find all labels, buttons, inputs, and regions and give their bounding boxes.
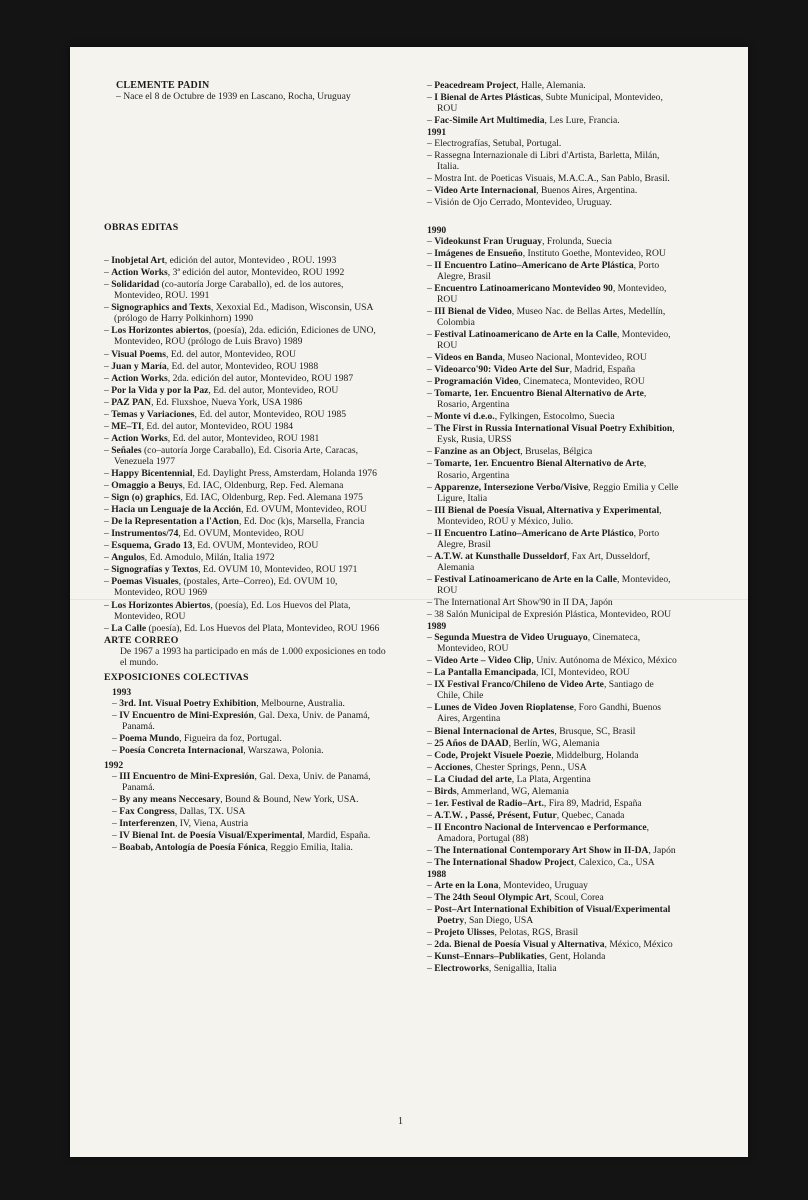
list-item-title: PAZ PAN — [111, 396, 152, 408]
page-number: 1 — [398, 1116, 403, 1127]
list-item-detail: (co–autoría Jorge Caraballo), Ed. Cisoria Arte, Caracas, Venezuela 1977 — [114, 444, 359, 467]
list-item-title: Lunes de Video Joven Rioplatense — [434, 702, 574, 714]
list-item: – Apparenze, Intersezione Verbo/Visive, Reggio Emilia y Celle Ligure, Italia — [427, 481, 679, 504]
list-item: – III Bienal de Video, Museo Nac. de Bellas Artes, Medellín, Colombia — [427, 305, 666, 328]
list-item-title: Birds — [434, 785, 457, 797]
list-item: – Monte vi d.e.o., Fylkingen, Estocolmo, Suecia — [427, 411, 615, 423]
list-item-title: 1er. Festival de Radio–Art. — [434, 797, 544, 809]
list-item-title: Festival Latinoamericano de Arte en la Calle — [434, 328, 617, 340]
list-item-title: Omaggio a Beuys — [111, 480, 183, 492]
list-item-detail: , Buenos Aires, Argentina. — [536, 185, 638, 197]
list-item: – 3rd. Int. Visual Poetry Exhibition, Melbourne, Australia. — [112, 697, 345, 709]
list-item-title: 3rd. Int. Visual Poetry Exhibition — [119, 697, 257, 709]
list-item-detail: , Montevideo, ROU — [437, 282, 667, 305]
list-item: – Fac-Simile Art Multimedia, Les Lure, Francia. — [427, 115, 620, 127]
list-item-detail: , Pelotas, RGS, Brasil — [494, 927, 579, 939]
list-item-detail: , Madrid, España — [569, 364, 636, 376]
list-item-detail: , Ed. del autor, Montevideo, ROU — [208, 384, 339, 396]
list-item: – Bienal Internacional de Artes, Brusque, SC, Brasil — [427, 725, 636, 737]
exposiciones-1989-list — [427, 632, 679, 868]
list-item-detail: , (postales, Arte–Correo), Ed. OVUM 10, Montevideo, ROU 1969 — [114, 576, 338, 599]
list-item-title: Videokunst Fran Uruguay — [434, 235, 543, 247]
exposiciones-top-list — [427, 80, 679, 126]
list-item: – Tomarte, 1er. Encuentro Bienal Alternativo de Arte, Rosario, Argentina — [427, 458, 647, 481]
list-item-title: Instrumentos/74 — [111, 528, 179, 540]
list-item-title: Angulos — [111, 552, 145, 564]
list-item-detail: , Ed. del autor, Montevideo, ROU 1985 — [194, 408, 347, 420]
list-item-detail: , Gent, Holanda — [544, 951, 606, 963]
year-1991: 1991 — [427, 127, 447, 139]
list-item-title: Fanzine as an Object — [434, 446, 521, 458]
list-item-title: Juan y María — [111, 360, 167, 372]
list-item-detail: , Ed. del autor, Montevideo, ROU 1988 — [166, 360, 319, 372]
list-item-title: IX Festival Franco/Chileno de Video Arte — [434, 679, 604, 691]
list-item-title: Action Works — [111, 432, 168, 444]
list-item-detail: , Ed. OVUM 10, Montevideo, ROU 1971 — [198, 564, 358, 576]
list-item-detail: , Halle, Alemania. — [516, 80, 586, 91]
list-item-title: II Encuentro Latino–Americano de Arte Plástico — [434, 527, 634, 539]
list-item: – III Encuentro de Mini-Expresión, Gal. Dexa, Univ. de Panamá, Panamá. — [112, 771, 371, 794]
list-item-detail: , Eysk, Rusia, URSS — [437, 423, 675, 446]
list-item-detail: , Fira 89, Madrid, España — [543, 797, 642, 809]
list-item: – Festival Latinoamericano de Arte en la Calle, Montevideo, ROU — [427, 573, 671, 596]
list-item: – Tomarte, 1er. Encuentro Bienal Alternativo de Arte, Rosario, Argentina — [427, 388, 647, 411]
list-item: – Kunst–Ennars–Publikaties, Gent, Holanda — [427, 951, 606, 963]
list-item-title: Solidaridad — [111, 279, 160, 291]
list-item-title: La Pantalla Emancipada — [434, 667, 537, 679]
list-item: – Rassegna Internazionale di Libri d'Artista, Barletta, Milán, Italia. — [427, 150, 660, 173]
list-item-detail: , La Plata, Argentina — [511, 773, 591, 785]
list-item-detail: , Ed. Fluxshoe, Nueva York, USA 1986 — [151, 396, 303, 408]
arte-correo-text: De 1967 a 1993 ha participado en más de 1.000 exposiciones en todo el mundo. — [120, 645, 386, 668]
list-item-title: Video Arte Internacional — [434, 185, 537, 197]
list-item-detail: , Ed. OVUM, Montevideo, ROU — [178, 528, 305, 540]
list-item-title: II Encuentro Latino–Americano de Arte Plástica — [434, 259, 634, 271]
list-item-title: Bienal Internacional de Artes — [434, 725, 555, 737]
exposiciones-1993-list — [112, 698, 386, 756]
list-item-title: The International Contemporary Art Show in II-DA — [434, 845, 649, 856]
list-item-title: Interferenzen — [119, 818, 175, 830]
list-item-detail: , Ed. Doc (k)s, Marsella, Francia — [238, 516, 365, 528]
list-item: – Poesía Concreta Internacional, Warszawa, Polonia. — [112, 745, 324, 757]
list-item-title: La Calle — [111, 622, 147, 634]
list-item-detail: , Middelburg, Holanda — [551, 749, 639, 761]
list-item-detail: , Montevideo, ROU y México, Julio. — [437, 504, 662, 527]
list-item-detail: , Ed. Amodulo, Milán, Italia 1972 — [144, 552, 275, 564]
list-item-detail: , Ed. OVUM, Montevideo, ROU — [241, 504, 367, 516]
list-item: – Action Works, 2da. edición del autor, Montevideo, ROU 1987 — [104, 372, 354, 384]
list-item: – Los Horizontes Abiertos, (poesía), Ed. Los Huevos del Plata, Montevideo, ROU — [104, 599, 351, 622]
list-item-title: Happy Bicentennial — [111, 467, 193, 479]
list-item: – By any means Neccesary, Bound & Bound, New York, USA. — [112, 794, 359, 806]
list-item: – La Pantalla Emancipada, ICI, Montevideo, ROU — [427, 667, 630, 679]
list-item: – Post–Art International Exhibition of Visual/Experimental Poetry, San Diego, USA — [427, 904, 671, 927]
list-item: – Electroworks, Senigallia, Italia — [427, 963, 557, 975]
list-item: – The 24th Seoul Olympic Art, Scoul, Corea — [427, 892, 604, 904]
list-item-title: The 24th Seoul Olympic Art — [434, 892, 550, 904]
list-item-detail: , IV, Viena, Austria — [174, 818, 249, 830]
list-item: – De la Representation a l'Action, Ed. Doc (k)s, Marsella, Francia — [104, 516, 365, 528]
list-item: – Por la Vida y por la Paz, Ed. del autor, Montevideo, ROU — [104, 384, 339, 396]
list-item-detail: , Fylkingen, Estocolmo, Suecia — [494, 411, 615, 423]
list-item: – Juan y María, Ed. del autor, Montevideo, ROU 1988 — [104, 360, 319, 372]
section-title-exposiciones: EXPOSICIONES COLECTIVAS — [104, 671, 249, 683]
list-item-detail: , Cinemateca, Montevideo, ROU — [437, 632, 641, 655]
list-item-title: Post–Art International Exhibition of Visual/Experimental Poetry — [434, 904, 671, 927]
list-item: – Video Arte – Video Clip, Univ. Autónoma de México, México — [427, 655, 677, 667]
list-item-detail: , Instituto Goethe, Montevideo, ROU — [522, 247, 666, 259]
list-item: – 2da. Bienal de Poesía Visual y Alternativa, México, México — [427, 939, 673, 951]
list-item-title: A.T.W. , Passé, Présent, Futur — [434, 809, 557, 821]
list-item-detail: , Cinemateca, Montevideo, ROU — [518, 376, 645, 388]
section-title-obras: OBRAS EDITAS — [104, 222, 179, 234]
list-item: – Fax Congress, Dallas, TX. USA — [112, 806, 246, 818]
list-item-title: IV Encuentro de Mini-Expresión — [119, 709, 254, 721]
list-item-detail: , Bound & Bound, New York, USA. — [220, 794, 359, 806]
list-item-title: Visual Poems — [111, 348, 167, 360]
list-item: – Omaggio a Beuys, Ed. IAC, Oldenburg, Rep. Fed. Alemana — [104, 480, 344, 492]
year-1993: 1993 — [112, 686, 132, 698]
list-item: – Acciones, Chester Springs, Penn., USA — [427, 761, 587, 773]
list-item-detail: (co-autoría Jorge Caraballo), ed. de los autores, Montevideo, ROU. 1991 — [114, 279, 344, 302]
list-item-title: Esquema, Grado 13 — [111, 540, 193, 552]
list-item-detail: , Porto Alegre, Brasil — [437, 259, 660, 282]
list-item-title: ME–TI — [111, 420, 142, 432]
list-item: – The International Shadow Project, Calexico, Ca., USA — [427, 857, 655, 869]
list-item-title: Poemas Visuales — [111, 576, 179, 588]
list-item: – 25 Años de DAAD, Berlín, WG, Alemania — [427, 737, 600, 749]
list-item: – The First in Russia International Visual Poetry Exhibition, Eysk, Rusia, URSS — [427, 423, 675, 446]
list-item-detail: , Montevideo, ROU — [437, 328, 671, 351]
year-1989: 1989 — [427, 621, 447, 633]
list-item-title: Monte vi d.e.o. — [434, 411, 495, 423]
list-item: – Esquema, Grado 13, Ed. OVUM, Montevideo, ROU — [104, 540, 319, 552]
list-item-detail: , Senigallia, Italia — [488, 963, 557, 975]
list-item: – 38 Salón Municipal de Expresión Plástica, Montevideo, ROU — [427, 609, 672, 621]
list-item: – A.T.W. at Kunsthalle Dusseldorf, Fax Art, Dusseldorf, Alemania — [427, 550, 651, 573]
list-item-detail: , Calexico, Ca., USA — [573, 857, 655, 869]
list-item-title: The International Shadow Project — [434, 857, 574, 869]
list-item-detail: 38 Salón Municipal de Expresión Plástica, Montevideo, ROU — [434, 609, 672, 621]
list-item-title: Señales — [111, 444, 142, 456]
list-item-title: Festival Latinoamericano de Arte en la Calle — [434, 573, 617, 585]
list-item-title: Segunda Muestra de Video Uruguayo — [434, 632, 588, 644]
list-item-detail: , edición del autor, Montevideo , ROU. 1993 — [164, 255, 337, 267]
author-bio: – Nace el 8 de Octubre de 1939 en Lascano, Rocha, Uruguay — [116, 91, 351, 103]
list-item-title: By any means Neccesary — [119, 794, 221, 806]
list-item-title: Video Arte – Video Clip — [434, 655, 532, 667]
list-item-title: Videoarco'90: Video Arte del Sur — [434, 364, 570, 376]
list-item-title: 2da. Bienal de Poesía Visual y Alternativa — [434, 939, 605, 951]
list-item: – Angulos, Ed. Amodulo, Milán, Italia 1972 — [104, 552, 275, 564]
list-item: – The International Art Show'90 in II DA, Japón — [427, 597, 613, 609]
list-item-title: Por la Vida y por la Paz — [111, 384, 209, 396]
list-item: – Festival Latinoamericano de Arte en la Calle, Montevideo, ROU — [427, 328, 671, 351]
list-item-detail: , Ed. IAC, Oldenburg, Rep. Fed. Alemana — [182, 480, 344, 492]
list-item: – III Bienal de Poesía Visual, Alternativa y Experimental, Montevideo, ROU y México, Julio. — [427, 504, 662, 527]
list-item-title: Imágenes de Ensueño — [434, 247, 523, 259]
list-item: – Señales (co–autoría Jorge Caraballo), Ed. Cisoria Arte, Caracas, Venezuela 1977 — [104, 444, 359, 467]
list-item-detail: , Gal. Dexa, Univ. de Panamá, Panamá. — [122, 709, 370, 732]
list-item-detail: , Reggio Emilia, Italia. — [265, 842, 353, 854]
list-item: – Los Horizontes abiertos, (poesía), 2da. edición, Ediciones de UNO, Montevideo, ROU (prólogo de Luis Bravo) 1989 — [104, 325, 376, 348]
list-item-title: Fax Congress — [119, 806, 175, 818]
list-item: – Mostra Int. de Poeticas Visuais, M.A.C.A., San Pablo, Brasil. — [427, 173, 670, 185]
list-item-detail: , Univ. Autónoma de México, México — [531, 655, 677, 667]
list-item-title: Arte en la Lona — [434, 880, 499, 892]
list-item: – Poemas Visuales, (postales, Arte–Correo), Ed. OVUM 10, Montevideo, ROU 1969 — [104, 576, 338, 599]
list-item-title: Fac-Simile Art Multimedia — [434, 115, 545, 127]
list-item-title: Temas y Variaciones — [111, 408, 195, 420]
list-item-detail: Rassegna Internazionale di Libri d'Artista, Barletta, Milán, Italia. — [434, 150, 660, 173]
list-item-detail: , Reggio Emilia y Celle Ligure, Italia — [437, 481, 679, 504]
list-item-detail: , Ed. IAC, Oldenburg, Rep. Fed. Alemana 1975 — [180, 492, 363, 504]
list-item-detail: , Fax Art, Dusseldorf, Alemania — [437, 550, 651, 573]
list-item: – Hacia un Lenguaje de la Acción, Ed. OVUM, Montevideo, ROU — [104, 504, 367, 516]
list-item: – Birds, Ammerland, WG, Alemania — [427, 785, 569, 797]
list-item: – Lunes de Video Joven Rioplatense, Foro Gandhi, Buenos Aires, Argentina — [427, 702, 662, 725]
list-item: – Encuentro Latinoamericano Montevideo 90, Montevideo, ROU — [427, 282, 667, 305]
list-item: – Sign (o) graphics, Ed. IAC, Oldenburg, Rep. Fed. Alemana 1975 — [104, 492, 363, 504]
year-1988: 1988 — [427, 869, 447, 881]
list-item-title: Boabab, Antología de Poesía Fónica — [119, 842, 266, 854]
list-item-title: Inobjetal Art — [111, 255, 165, 267]
list-item: – Code, Projekt Visuele Poezie, Middelburg, Holanda — [427, 749, 639, 761]
list-item-title: Peacedream Project — [434, 80, 517, 91]
list-item-title: Sign (o) graphics — [111, 492, 181, 504]
list-item-detail: , Foro Gandhi, Buenos Aires, Argentina — [437, 702, 662, 725]
list-item-detail: , Ed. Daylight Press, Amsterdam, Holanda 1976 — [192, 467, 377, 479]
list-item: – Video Arte Internacional, Buenos Aires, Argentina. — [427, 185, 638, 197]
list-item: – Instrumentos/74, Ed. OVUM, Montevideo, ROU — [104, 528, 305, 540]
list-item-detail: Visión de Ojo Cerrado, Montevideo, Uruguay. — [434, 197, 612, 209]
list-item: – Solidaridad (co-autoría Jorge Caraballo), ed. de los autores, Montevideo, ROU. 1991 — [104, 279, 344, 302]
list-item-title: Hacia un Lenguaje de la Acción — [111, 504, 241, 516]
list-item: – La Calle (poesía), Ed. Los Huevos del Plata, Montevideo, ROU 1966 — [104, 622, 380, 634]
list-item: – PAZ PAN, Ed. Fluxshoe, Nueva York, USA 1986 — [104, 396, 303, 408]
list-item-detail: , Bruselas, Bélgica — [520, 446, 593, 458]
list-item-detail: , Museo Nac. de Bellas Artes, Medellín, Colombia — [437, 305, 666, 328]
list-item-title: Electroworks — [434, 963, 489, 975]
list-item: – A.T.W. , Passé, Présent, Futur, Quebec, Canada — [427, 809, 625, 821]
list-item-detail: , Melbourne, Australia. — [256, 697, 345, 709]
list-item-title: Encuentro Latinoamericano Montevideo 90 — [434, 282, 613, 294]
list-item-detail: , ICI, Montevideo, ROU — [536, 667, 630, 679]
list-item-detail: , 2da. edición del autor, Montevideo, ROU 1987 — [167, 372, 354, 384]
list-item-title: Apparenze, Intersezione Verbo/Visive — [434, 481, 588, 493]
list-item: – IV Bienal Int. de Poesía Visual/Experimental, Mardid, España. — [112, 830, 371, 842]
list-item: – Programación Video, Cinemateca, Montevideo, ROU — [427, 376, 645, 388]
list-item-title: I Bienal de Artes Plásticas — [434, 92, 541, 104]
section-title-arte-correo: ARTE CORREO — [104, 634, 179, 646]
list-item: – The International Contemporary Art Show in II-DA, Japón — [427, 845, 676, 856]
list-item-detail: , Montevideo, Uruguay — [498, 880, 588, 892]
list-item-title: Signographics and Texts — [111, 302, 211, 314]
list-item-detail: , Museo Nacional, Montevideo, ROU — [502, 352, 647, 364]
list-item-title: De la Representation a l'Action — [111, 516, 239, 528]
list-item-detail: , (poesía), Ed. Los Huevos del Plata, Montevideo, ROU — [114, 599, 351, 622]
list-item-detail: , México, México — [604, 939, 673, 951]
list-item-detail: The International Art Show'90 in II DA, Japón — [434, 597, 613, 609]
list-item: – Arte en la Lona, Montevideo, Uruguay — [427, 880, 588, 892]
list-item: – Boabab, Antología de Poesía Fónica, Reggio Emilia, Italia. — [112, 842, 353, 854]
list-item-detail: , Amadora, Portugal (88) — [437, 821, 650, 844]
list-item: – Signografías y Textos, Ed. OVUM 10, Montevideo, ROU 1971 — [104, 564, 358, 576]
list-item-detail: , Japón — [648, 845, 676, 856]
list-item-detail: , Warszawa, Polonia. — [243, 745, 324, 757]
list-item-detail: Mostra Int. de Poeticas Visuais, M.A.C.A., San Pablo, Brasil. — [434, 173, 670, 185]
list-item-detail: , Ed. OVUM, Montevideo, ROU — [192, 540, 319, 552]
list-item: – Videokunst Fran Uruguay, Frolunda, Suecia — [427, 235, 612, 247]
list-item: – II Encontro Nacional de Intervencao e Performance, Amadora, Portugal (88) — [427, 821, 650, 844]
list-item: – Action Works, Ed. del autor, Montevideo, ROU 1981 — [104, 432, 320, 444]
list-item: – II Encuentro Latino–Americano de Arte Plástica, Porto Alegre, Brasil — [427, 259, 660, 282]
list-item: – Segunda Muestra de Video Uruguayo, Cinemateca, Montevideo, ROU — [427, 632, 641, 655]
list-item: – Interferenzen, IV, Viena, Austria — [112, 818, 249, 830]
list-item-title: Tomarte, 1er. Encuentro Bienal Alternativo de Arte — [434, 388, 644, 400]
exposiciones-1990-list — [427, 236, 679, 621]
list-item-title: Code, Projekt Visuele Poezie — [434, 749, 552, 761]
list-item-title: 25 Años de DAAD — [434, 737, 509, 749]
list-item-detail: , Rosario, Argentina — [437, 458, 647, 481]
list-item-title: Projeto Ulisses — [434, 927, 495, 939]
list-item-detail: , Santiago de Chile, Chile — [437, 679, 654, 702]
list-item: – 1er. Festival de Radio–Art., Fira 89, Madrid, España — [427, 797, 642, 809]
list-item: – IV Encuentro de Mini-Expresión, Gal. Dexa, Univ. de Panamá, Panamá. — [112, 709, 370, 732]
list-item-title: Programación Video — [434, 376, 519, 388]
list-item-detail: , Brusque, SC, Brasil — [554, 725, 636, 737]
list-item-title: III Bienal de Video — [434, 305, 512, 317]
list-item-title: Action Works — [111, 267, 168, 279]
list-item-title: Action Works — [111, 372, 168, 384]
list-item-title: A.T.W. at Kunsthalle Dusseldorf — [434, 550, 567, 562]
list-item-detail: (poesía), Ed. Los Huevos del Plata, Montevideo, ROU 1966 — [146, 622, 380, 634]
list-item-detail: , Ed. del autor, Montevideo, ROU 1984 — [141, 420, 294, 432]
list-item-title: Los Horizontes Abiertos — [111, 599, 211, 611]
year-1990: 1990 — [427, 224, 447, 236]
list-item: – Videos en Banda, Museo Nacional, Montevideo, ROU — [427, 352, 647, 364]
list-item-detail: , Xexoxial Ed., Madison, Wisconsin, USA (prólogo de Harry Polkinhorn) 1990 — [114, 302, 373, 325]
list-item: – IX Festival Franco/Chileno de Video Arte, Santiago de Chile, Chile — [427, 679, 654, 702]
list-item-detail: , Scoul, Corea — [549, 892, 604, 904]
list-item-detail: , Gal. Dexa, Univ. de Panamá, Panamá. — [122, 771, 371, 794]
list-item-title: Tomarte, 1er. Encuentro Bienal Alternativo de Arte — [434, 458, 644, 470]
list-item: – II Encuentro Latino–Americano de Arte Plástico, Porto Alegre, Brasil — [427, 527, 660, 550]
right-column — [427, 80, 679, 976]
list-item: – I Bienal de Artes Plásticas, Subte Municipal, Montevideo, ROU — [427, 92, 663, 115]
list-item-detail: , Mardid, España. — [302, 830, 371, 842]
list-item: – Inobjetal Art, edición del autor, Montevideo , ROU. 1993 — [104, 255, 337, 267]
list-item: – Videoarco'90: Video Arte del Sur, Madrid, España — [427, 364, 636, 376]
exposiciones-1992-list — [112, 771, 386, 853]
list-item-detail: , Ed. del autor, Montevideo, ROU 1981 — [167, 432, 320, 444]
left-column — [104, 80, 386, 854]
list-item-detail: , Montevideo, ROU — [437, 573, 671, 596]
list-item-detail: , Les Lure, Francia. — [544, 115, 620, 127]
list-item: – Happy Bicentennial, Ed. Daylight Press, Amsterdam, Holanda 1976 — [104, 467, 377, 479]
list-item-title: Videos en Banda — [434, 352, 503, 364]
list-item-detail: , Ammerland, WG, Alemania — [456, 785, 569, 797]
obras-list — [104, 255, 386, 634]
list-item-title: II Encontro Nacional de Intervencao e Performance — [434, 821, 647, 833]
list-item: – Signographics and Texts, Xexoxial Ed., Madison, Wisconsin, USA (prólogo de Harry Polkinhorn) 1990 — [104, 302, 373, 325]
exposiciones-1988-list — [427, 880, 679, 974]
list-item-detail: , Subte Municipal, Montevideo, ROU — [437, 92, 663, 115]
list-item-title: Acciones — [434, 761, 471, 773]
list-item-title: La Ciudad del arte — [434, 773, 512, 785]
list-item: – Poema Mundo, Figueira da foz, Portugal. — [112, 733, 282, 745]
list-item-detail: , Berlín, WG, Alemania — [508, 737, 600, 749]
list-item-detail: , Porto Alegre, Brasil — [437, 527, 660, 550]
list-item-title: Signografías y Textos — [111, 564, 199, 576]
list-item: – Imágenes de Ensueño, Instituto Goethe, Montevideo, ROU — [427, 247, 666, 259]
list-item-detail: , San Diego, USA — [464, 915, 534, 927]
list-item-title: III Bienal de Poesía Visual, Alternativa y Experimental — [434, 504, 660, 516]
list-item: – Temas y Variaciones, Ed. del autor, Montevideo, ROU 1985 — [104, 408, 347, 420]
year-1992: 1992 — [104, 760, 124, 772]
list-item: – Visual Poems, Ed. del autor, Montevideo, ROU — [104, 348, 296, 360]
list-item-detail: , 3ª edición del autor, Montevideo, ROU 1992 — [167, 267, 345, 279]
list-item: – Visión de Ojo Cerrado, Montevideo, Uruguay. — [427, 197, 612, 209]
list-item: – Fanzine as an Object, Bruselas, Bélgica — [427, 446, 593, 458]
list-item: – La Ciudad del arte, La Plata, Argentina — [427, 773, 591, 785]
list-item-detail: , Rosario, Argentina — [437, 388, 647, 411]
list-item-detail: , Dallas, TX. USA — [174, 806, 246, 818]
list-item-detail: Electrografías, Setubal, Portugal. — [434, 138, 562, 150]
list-item-detail: , Frolunda, Suecia — [542, 235, 612, 247]
list-item: – ME–TI, Ed. del autor, Montevideo, ROU 1984 — [104, 420, 294, 432]
list-item-detail: , Figueira da foz, Portugal. — [179, 733, 282, 745]
list-item-detail: , (poesía), 2da. edición, Ediciones de UNO, Montevideo, ROU (prólogo de Luis Bravo) 1989 — [114, 325, 376, 348]
list-item-detail: , Ed. del autor, Montevideo, ROU — [166, 348, 296, 360]
list-item-title: IV Bienal Int. de Poesía Visual/Experimental — [119, 830, 303, 842]
list-item-title: Los Horizontes abiertos — [111, 325, 209, 337]
list-item-title: Poema Mundo — [119, 733, 180, 745]
exposiciones-1991-list — [427, 138, 679, 208]
list-item: – Peacedream Project, Halle, Alemania. — [427, 80, 586, 91]
list-item-title: Poesía Concreta Internacional — [119, 745, 244, 757]
list-item: – Action Works, 3ª edición del autor, Montevideo, ROU 1992 — [104, 267, 345, 279]
list-item-title: The First in Russia International Visual Poetry Exhibition — [434, 423, 673, 435]
list-item: – Electrografías, Setubal, Portugal. — [427, 138, 562, 150]
list-item-title: Kunst–Ennars–Publikaties — [434, 951, 545, 963]
list-item-detail: , Chester Springs, Penn., USA — [470, 761, 587, 773]
list-item-detail: , Quebec, Canada — [556, 809, 625, 821]
author-name: CLEMENTE PADIN — [116, 80, 210, 91]
list-item: – Projeto Ulisses, Pelotas, RGS, Brasil — [427, 927, 579, 939]
list-item-title: III Encuentro de Mini-Expresión — [119, 771, 255, 783]
